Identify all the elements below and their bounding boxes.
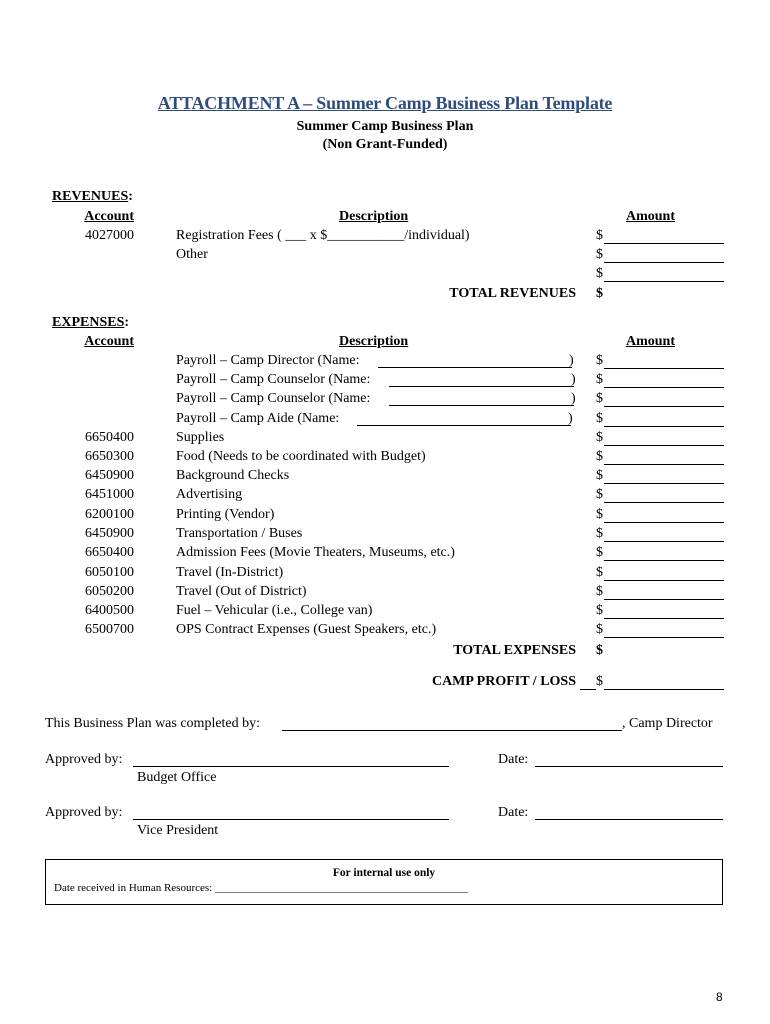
expense-account: 6650400 bbox=[85, 545, 134, 560]
revenue-amount-field[interactable] bbox=[604, 281, 724, 282]
date-field-2[interactable] bbox=[535, 819, 723, 820]
expense-dollar-sign: $ bbox=[596, 449, 603, 464]
expense-dollar-sign: $ bbox=[596, 391, 603, 406]
payroll-close-paren: ) bbox=[571, 372, 576, 387]
revenue-account: 4027000 bbox=[85, 228, 134, 243]
expenses-heading bbox=[52, 315, 129, 331]
expense-account: 6650300 bbox=[85, 449, 134, 464]
document-subtitle: Summer Camp Business Plan bbox=[296, 119, 474, 134]
total-expenses-dollar: $ bbox=[596, 643, 603, 658]
expense-description: Fuel – Vehicular (i.e., College van) bbox=[176, 603, 373, 618]
payroll-name-field[interactable] bbox=[389, 405, 574, 406]
expense-description: Supplies bbox=[176, 430, 225, 445]
budget-office-label: Budget Office bbox=[137, 770, 217, 785]
vice-president-label: Vice President bbox=[137, 823, 219, 838]
expense-amount-field[interactable] bbox=[604, 522, 724, 523]
expense-account: 6450900 bbox=[85, 526, 134, 541]
expense-description: Admission Fees (Movie Theaters, Museums, etc.) bbox=[176, 545, 455, 560]
payroll-description: Payroll – Camp Aide (Name: bbox=[176, 411, 340, 426]
total-revenues-dollar: $ bbox=[596, 286, 603, 301]
expense-account: 6450900 bbox=[85, 468, 134, 483]
document-title: ATTACHMENT A – Summer Camp Business Plan Template bbox=[157, 93, 613, 113]
expense-dollar-sign: $ bbox=[596, 430, 603, 445]
expense-account: 6050100 bbox=[85, 565, 134, 580]
expense-dollar-sign: $ bbox=[596, 526, 603, 541]
payroll-name-field[interactable] bbox=[389, 386, 574, 387]
expenses-heading-colon: : bbox=[124, 315, 130, 330]
expense-description: Transportation / Buses bbox=[176, 526, 303, 541]
expense-dollar-sign: $ bbox=[596, 353, 603, 368]
expense-dollar-sign: $ bbox=[596, 603, 603, 618]
approved-by-label-1: Approved by: bbox=[45, 752, 123, 767]
expense-dollar-sign: $ bbox=[596, 487, 603, 502]
payroll-close-paren: ) bbox=[571, 391, 576, 406]
revenues-account-header: Account bbox=[84, 209, 134, 224]
expenses-account-header: Account bbox=[84, 334, 134, 349]
revenue-dollar-sign: $ bbox=[596, 266, 603, 281]
total-revenues-label: TOTAL REVENUES bbox=[449, 286, 576, 301]
expense-amount-field[interactable] bbox=[604, 426, 724, 427]
approved-by-label-2: Approved by: bbox=[45, 805, 123, 820]
expense-amount-field[interactable] bbox=[604, 406, 724, 407]
approved-by-field-2[interactable] bbox=[133, 819, 449, 820]
completed-by-label: This Business Plan was completed by: bbox=[45, 716, 261, 731]
payroll-name-field[interactable] bbox=[378, 367, 572, 368]
revenues-amount-header: Amount bbox=[626, 209, 676, 224]
profit-underline bbox=[580, 689, 596, 690]
expense-account: 6200100 bbox=[85, 507, 134, 522]
expense-amount-field[interactable] bbox=[604, 502, 724, 503]
expense-description: Food (Needs to be coordinated with Budget) bbox=[176, 449, 426, 464]
expense-amount-field[interactable] bbox=[604, 618, 724, 619]
approved-by-field-1[interactable] bbox=[133, 766, 449, 767]
expense-dollar-sign: $ bbox=[596, 622, 603, 637]
expense-amount-field[interactable] bbox=[604, 637, 724, 638]
expense-dollar-sign: $ bbox=[596, 584, 603, 599]
payroll-close-paren: ) bbox=[569, 353, 574, 368]
camp-profit-loss-label: CAMP PROFIT / LOSS bbox=[431, 674, 576, 689]
camp-director-label: , Camp Director bbox=[622, 716, 713, 731]
expense-description: Travel (In-District) bbox=[176, 565, 284, 580]
date-received-hr: Date received in Human Resources: ______________________________________________ bbox=[54, 882, 468, 894]
expenses-description-header: Description bbox=[339, 334, 409, 349]
completed-by-field[interactable] bbox=[282, 730, 622, 731]
expense-amount-field[interactable] bbox=[604, 541, 724, 542]
payroll-description: Payroll – Camp Counselor (Name: bbox=[176, 391, 371, 406]
revenue-dollar-sign: $ bbox=[596, 247, 603, 262]
expense-description: Background Checks bbox=[176, 468, 290, 483]
revenue-description: Registration Fees ( ___ x $___________/individual) bbox=[176, 228, 470, 243]
revenue-dollar-sign: $ bbox=[596, 228, 603, 243]
revenues-description-header: Description bbox=[339, 209, 409, 224]
payroll-description: Payroll – Camp Counselor (Name: bbox=[176, 372, 371, 387]
camp-profit-loss-field[interactable] bbox=[604, 689, 724, 690]
expense-amount-field[interactable] bbox=[604, 599, 724, 600]
date-field-1[interactable] bbox=[535, 766, 723, 767]
expense-amount-field[interactable] bbox=[604, 580, 724, 581]
expense-account: 6400500 bbox=[85, 603, 134, 618]
revenue-amount-field[interactable] bbox=[604, 243, 724, 244]
document-subtitle-2: (Non Grant-Funded) bbox=[322, 137, 448, 152]
payroll-name-field[interactable] bbox=[357, 425, 571, 426]
expense-dollar-sign: $ bbox=[596, 545, 603, 560]
expense-description: Printing (Vendor) bbox=[176, 507, 275, 522]
expense-dollar-sign: $ bbox=[596, 565, 603, 580]
date-label-1: Date: bbox=[498, 752, 529, 767]
expense-dollar-sign: $ bbox=[596, 507, 603, 522]
expense-amount-field[interactable] bbox=[604, 445, 724, 446]
expense-account: 6500700 bbox=[85, 622, 134, 637]
expense-account: 6050200 bbox=[85, 584, 134, 599]
expense-amount-field[interactable] bbox=[604, 387, 724, 388]
revenue-amount-field[interactable] bbox=[604, 262, 724, 263]
expense-description: OPS Contract Expenses (Guest Speakers, etc.) bbox=[176, 622, 437, 637]
expense-account: 6650400 bbox=[85, 430, 134, 445]
internal-use-title: For internal use only bbox=[332, 867, 436, 879]
revenues-heading-colon: : bbox=[128, 189, 133, 204]
payroll-close-paren: ) bbox=[568, 411, 573, 426]
revenues-heading-text: REVENUES bbox=[52, 189, 129, 204]
revenue-description: Other bbox=[176, 247, 208, 262]
camp-profit-loss-dollar: $ bbox=[596, 674, 603, 689]
payroll-description: Payroll – Camp Director (Name: bbox=[176, 353, 360, 368]
internal-use-box bbox=[45, 859, 723, 905]
date-label-2: Date: bbox=[498, 805, 529, 820]
expense-amount-field[interactable] bbox=[604, 560, 724, 561]
expense-description: Advertising bbox=[176, 487, 243, 502]
expenses-heading-text: EXPENSES bbox=[52, 315, 125, 330]
expense-amount-field[interactable] bbox=[604, 483, 724, 484]
expense-amount-field[interactable] bbox=[604, 368, 724, 369]
expense-dollar-sign: $ bbox=[596, 468, 603, 483]
expense-dollar-sign: $ bbox=[596, 372, 603, 387]
revenues-heading bbox=[52, 189, 133, 205]
total-expenses-label: TOTAL EXPENSES bbox=[453, 643, 576, 658]
expense-dollar-sign: $ bbox=[596, 411, 603, 426]
page-number: 8 bbox=[716, 990, 723, 1004]
expenses-amount-header: Amount bbox=[626, 334, 676, 349]
expense-description: Travel (Out of District) bbox=[176, 584, 307, 599]
expense-amount-field[interactable] bbox=[604, 464, 724, 465]
expense-account: 6451000 bbox=[85, 487, 134, 502]
